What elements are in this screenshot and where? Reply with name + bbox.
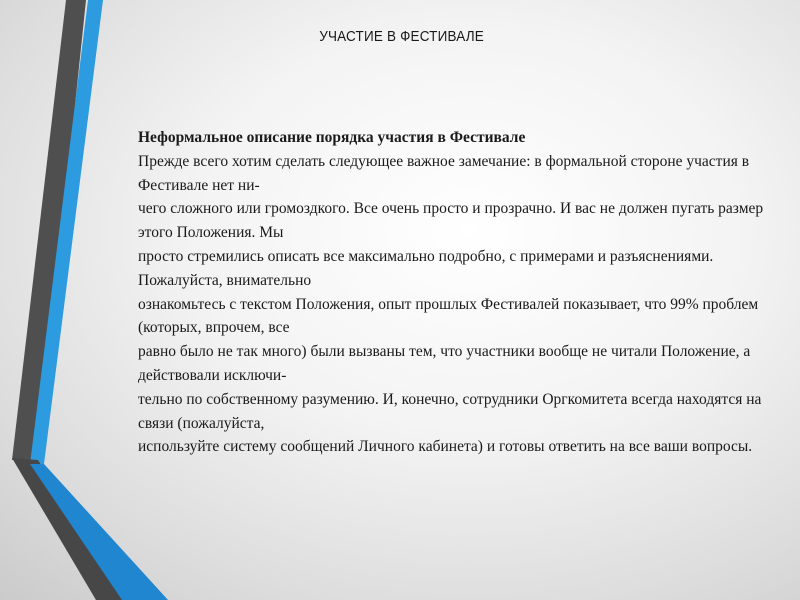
body-line: равно было не так много) были вызваны тем, что участники вообще не читали Положение, а действовали исключи- — [138, 343, 751, 384]
body-line: просто стремились описать все максимально подробно, с примерами и разъяснениями. Пожалуйста, внимательно — [138, 247, 714, 289]
body-line: Прежде всего хотим сделать следующее важное замечание: в формальной стороне участия в Фестивале нет ни- — [138, 152, 750, 194]
section-heading: Неформальное описание порядка участия в Фестивале — [138, 129, 526, 146]
stripe-dark-lower — [12, 458, 124, 600]
slide-title: УЧАСТИЕ В ФЕСТИВАЛЕ — [319, 28, 484, 45]
body-line: используйте систему сообщений Личного кабинета) и готовы ответить на все ваши вопросы. — [138, 438, 753, 456]
body-line: чего сложного или громоздкого. Все очень просто и прозрачно. И вас не должен пугать размер этого Положения. Мы — [138, 200, 764, 242]
slide-body — [138, 126, 778, 459]
body-line: ознакомьтесь с текстом Положения, опыт прошлых Фестивалей показывает, что 99% проблем (которых, впрочем, все — [138, 295, 759, 337]
body-line: тельно по собственному разумению. И, конечно, сотрудники Оргкомитета всегда находятся на связи (пожалуйста, — [138, 390, 762, 432]
